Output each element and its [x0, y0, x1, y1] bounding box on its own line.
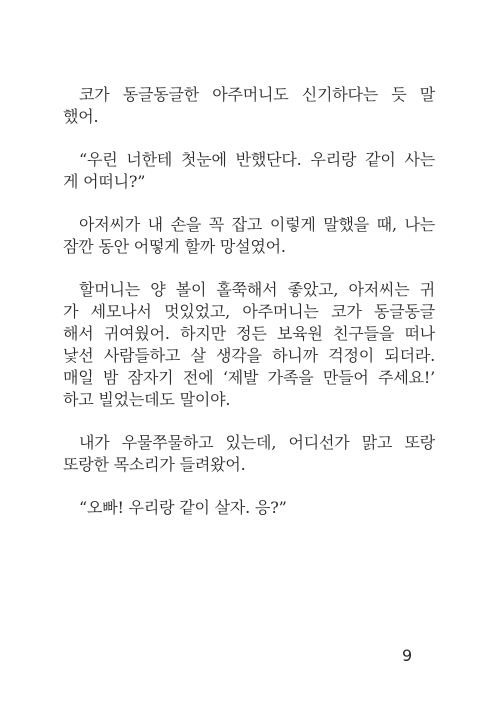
text-line: 코가 동글동글한 아주머니도 신기하다는 듯 말: [79, 85, 435, 104]
text-line: “우린 너한테 첫눈에 반했단다. 우리랑 같이 사는: [79, 150, 435, 169]
text-line: “오빠! 우리랑 같이 살자. 응?”: [79, 498, 287, 517]
text-line: 또랑한 목소리가 들려왔어.: [63, 455, 246, 474]
text-line: 하고 빌었는데도 말이야.: [63, 390, 231, 409]
body-text: [63, 84, 435, 519]
text-line: 했어.: [63, 107, 99, 126]
text-line: 매일 밤 잠자기 전에 ‘제발 가족을 만들어 주세요!’: [63, 368, 435, 387]
text-line: 낯선 사람들하고 살 생각을 하니까 걱정이 되더라.: [63, 346, 435, 365]
text-line: 잠깐 동안 어떻게 할까 망설였어.: [63, 237, 286, 256]
text-line: 가 세모나서 멋있었고, 아주머니는 코가 동글동글: [63, 302, 435, 321]
text-line: 해서 귀여웠어. 하지만 정든 보육원 친구들을 떠나: [63, 324, 435, 343]
page-number: 9: [402, 646, 413, 665]
text-line: 게 어떠니?”: [63, 172, 146, 191]
text-line: 할머니는 양 볼이 홀쭉해서 좋았고, 아저씨는 귀: [79, 280, 435, 299]
text-line: 내가 우물쭈물하고 있는데, 어디선가 맑고 또랑: [79, 433, 435, 452]
text-line: 아저씨가 내 손을 꼭 잡고 이렇게 말했을 때, 나는: [79, 215, 435, 234]
